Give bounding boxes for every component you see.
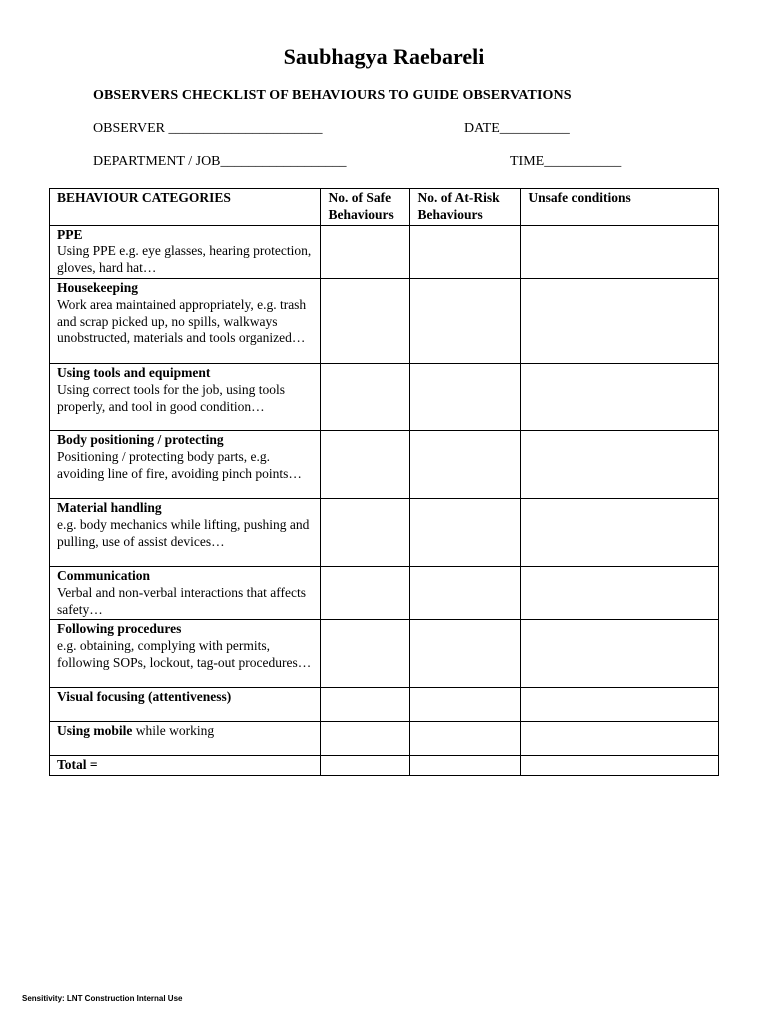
table-row — [50, 225, 719, 278]
document-title: Saubhagya Raebareli — [283, 44, 485, 69]
safe-count-cell[interactable] — [321, 620, 410, 688]
category-title: Visual focusing (attentiveness) — [57, 689, 232, 705]
category-title: Body positioning / protecting — [57, 431, 224, 447]
at-risk-count-cell[interactable] — [410, 430, 521, 498]
category-title: Using mobile — [57, 723, 133, 739]
category-description: while working — [132, 723, 215, 739]
unsafe-conditions-cell[interactable] — [521, 566, 719, 619]
at-risk-count-cell[interactable] — [410, 278, 521, 363]
unsafe-conditions-cell[interactable] — [521, 620, 719, 688]
category-title: PPE — [57, 226, 83, 242]
safe-count-cell[interactable] — [321, 498, 410, 566]
at-risk-count-cell[interactable] — [410, 363, 521, 430]
category-cell — [50, 688, 321, 722]
at-risk-count-cell[interactable] — [410, 620, 521, 688]
table-row — [50, 688, 719, 722]
unsafe-conditions-cell[interactable] — [521, 430, 719, 498]
at-risk-count-cell[interactable] — [410, 688, 521, 722]
table-row — [50, 278, 719, 363]
category-title: Communication — [57, 567, 151, 583]
header-behaviour-categories: BEHAVIOUR CATEGORIES — [50, 189, 321, 226]
category-description: Work area maintained appropriately, e.g. trash and scrap picked up, no spills, walkways unobstructed, materials and tools organized… — [57, 296, 307, 346]
unsafe-conditions-cell[interactable] — [521, 722, 719, 756]
category-cell — [50, 430, 321, 498]
unsafe-conditions-cell[interactable] — [521, 225, 719, 278]
at-risk-count-cell[interactable] — [410, 225, 521, 278]
category-cell — [50, 498, 321, 566]
table-row — [50, 430, 719, 498]
total-row — [50, 756, 719, 776]
safe-count-cell[interactable] — [321, 566, 410, 619]
sensitivity-footer: Sensitivity: LNT Construction Internal Use — [22, 994, 183, 1003]
category-title: Housekeeping — [57, 279, 139, 295]
date-field: DATE__________ — [464, 121, 570, 136]
category-cell — [50, 722, 321, 756]
category-title: Material handling — [57, 499, 162, 515]
header-at-risk-behaviours: No. of At-Risk Behaviours — [410, 189, 521, 226]
department-field: DEPARTMENT / JOB__________________ — [93, 154, 347, 169]
category-description: Using correct tools for the job, using tools properly, and tool in good condition… — [57, 381, 285, 414]
category-description: Positioning / protecting body parts, e.g. avoiding line of fire, avoiding pinch points… — [57, 448, 302, 481]
category-description: Using PPE e.g. eye glasses, hearing protection, gloves, hard hat… — [57, 243, 312, 276]
at-risk-count-cell[interactable] — [410, 722, 521, 756]
unsafe-conditions-cell[interactable] — [521, 363, 719, 430]
table-row — [50, 566, 719, 619]
observer-field: OBSERVER ______________________ — [93, 121, 323, 136]
at-risk-count-cell[interactable] — [410, 566, 521, 619]
category-description: e.g. body mechanics while lifting, pushing and pulling, use of assist devices… — [57, 516, 310, 549]
total-label-cell — [50, 756, 321, 776]
category-title: Using tools and equipment — [57, 364, 211, 380]
category-cell — [50, 566, 321, 619]
category-description: e.g. obtaining, complying with permits, following SOPs, lockout, tag-out procedures… — [57, 638, 312, 670]
time-field: TIME___________ — [510, 154, 622, 169]
category-cell — [50, 278, 321, 363]
category-cell — [50, 363, 321, 430]
safe-count-cell[interactable] — [321, 363, 410, 430]
table-row — [50, 363, 719, 430]
header-unsafe-conditions: Unsafe conditions — [521, 189, 719, 226]
unsafe-conditions-cell[interactable] — [521, 498, 719, 566]
safe-count-cell[interactable] — [321, 278, 410, 363]
unsafe-conditions-cell[interactable] — [521, 688, 719, 722]
safe-count-cell[interactable] — [321, 688, 410, 722]
category-cell — [50, 620, 321, 688]
header-safe-behaviours: No. of Safe Behaviours — [321, 189, 410, 226]
safe-count-cell[interactable] — [321, 722, 410, 756]
category-title: Following procedures — [57, 621, 182, 637]
safe-count-cell[interactable] — [321, 430, 410, 498]
category-description: Verbal and non-verbal interactions that affects safety… — [57, 584, 307, 617]
behaviour-checklist-table — [49, 188, 719, 776]
at-risk-count-cell[interactable] — [410, 498, 521, 566]
table-header-row — [50, 189, 719, 226]
total-at-risk-cell[interactable] — [410, 756, 521, 776]
safe-count-cell[interactable] — [321, 225, 410, 278]
category-cell — [50, 225, 321, 278]
table-row — [50, 722, 719, 756]
table-row — [50, 498, 719, 566]
total-safe-cell[interactable] — [321, 756, 410, 776]
unsafe-conditions-cell[interactable] — [521, 278, 719, 363]
table-row — [50, 620, 719, 688]
total-label: Total = — [57, 757, 98, 773]
checklist-subtitle: OBSERVERS CHECKLIST OF BEHAVIOURS TO GUIDE OBSERVATIONS — [93, 88, 572, 103]
total-unsafe-cell[interactable] — [521, 756, 719, 776]
